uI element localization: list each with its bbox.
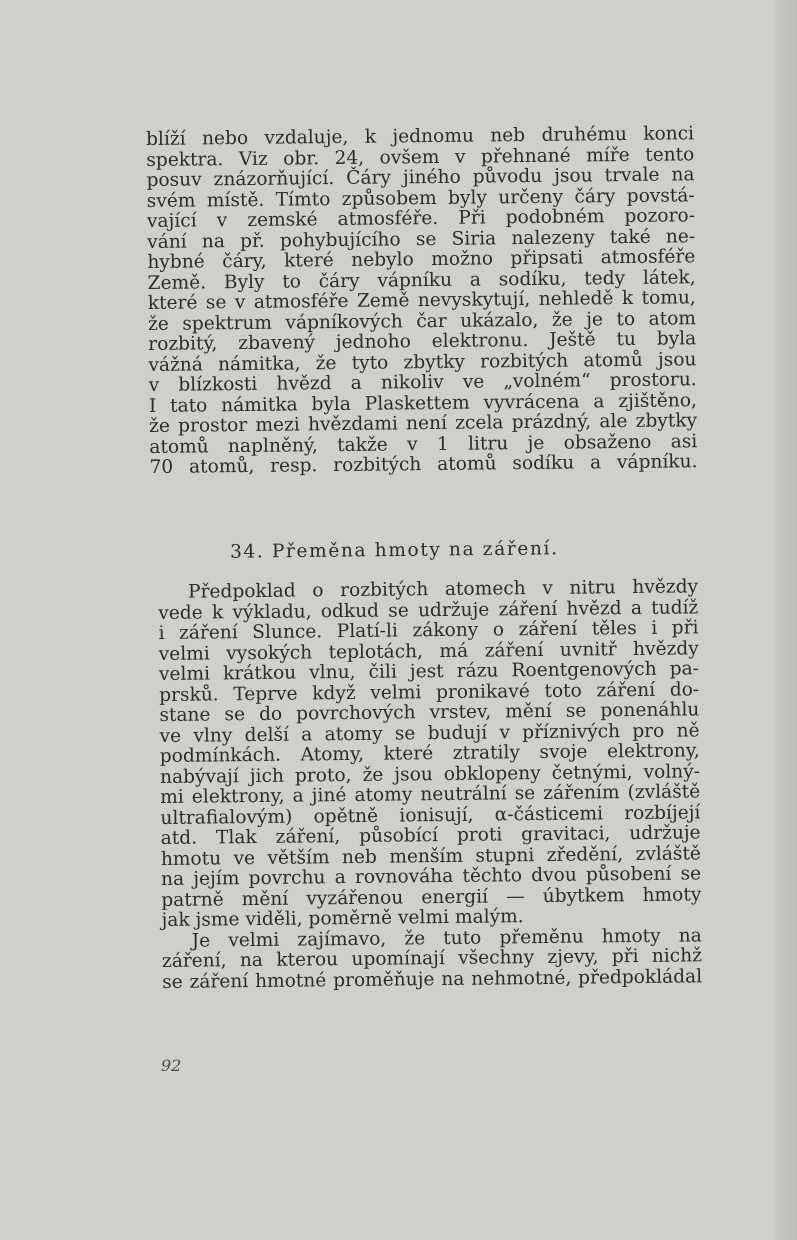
text-line: prsků. Teprve když velmi pronikavé toto záření do-	[159, 678, 700, 706]
text-line: 70 atomů, resp. rozbitých atomů sodíku a vápníku.	[149, 451, 698, 478]
text-line: posuv znázorňující. Čáry jiného původu jsou trvale na	[146, 164, 695, 191]
text-line: vede k výkladu, odkud se udržuje záření hvězd a tudíž	[158, 596, 699, 624]
paragraph-continued	[146, 124, 698, 478]
text-line: vající v zemské atmosféře. Při podobném pozoro-	[146, 205, 696, 232]
text-line: atd. Tlak záření, působící proti gravitaci, udržuje	[160, 822, 701, 849]
text-line: jak jsme viděli, poměrně velmi malým.	[161, 906, 524, 931]
text-line: které se v atmosféře Země nevyskytují, nehledě k tomu,	[147, 287, 696, 314]
page-edge	[775, 0, 797, 1240]
text-line: velmi krátkou vlnu, čili jest rázu Roentgenových pa-	[158, 658, 700, 685]
text-line: ultrafialovým) opětně ionisují, α-částicemi rozbíjejí	[160, 801, 701, 829]
text-line: podmínkách. Atomy, které ztratily svoje elektrony,	[159, 740, 700, 767]
text-line: i záření Slunce. Platí-li zákony o záření těles i při	[158, 617, 699, 644]
text-line: že spektrum vápníkových čar ukázalo, že je to atom	[147, 307, 697, 335]
text-line: stane se do povrchových vrstev, mění se ponenáhlu	[159, 699, 700, 726]
text-line: hybné čáry, které nebylo možno připsati atmosféře	[147, 246, 696, 273]
text-line: v blízkosti hvězd a nikoliv ve „volném“ prostoru.	[148, 369, 697, 396]
text-line: mi elektrony, a jiné atomy neutrální se zářením (zvláště	[160, 781, 701, 808]
text-line: ve vlny delší a atomy se budují v příznivých pro ně	[159, 719, 700, 747]
text-line: Je velmi zajímavo, že tuto přeměnu hmoty na	[191, 924, 702, 952]
text-line: patrně mění vyzářenou energií — úbytkem hmoty	[161, 883, 702, 911]
text-line: I tato námitka byla Plaskettem vyvrácena a zjištěno,	[148, 389, 697, 417]
text-line: spektra. Viz obr. 24, ovšem v přehnané míře tento	[146, 143, 695, 171]
text-line: se záření hmotné proměňuje na nehmotné, předpokládal	[162, 965, 703, 993]
text-line: atomů naplněný, takže v 1 litru je obsaženo asi	[149, 430, 698, 458]
text-line: hmotu ve větším neb menším stupni zředění, zvláště	[160, 842, 701, 870]
text-line: vání na př. pohybujícího se Siria nalezeny také ne-	[147, 225, 696, 253]
text-line: velmi vysokých teplotách, má záření uvnitř hvězdy	[158, 637, 699, 665]
text-line: záření, na kterou upomínají všechny zjevy, při nichž	[161, 945, 703, 972]
text-line: že prostor mezi hvězdami není zcela prázdný, ale zbytky	[148, 410, 698, 437]
page-number: 92	[161, 1056, 182, 1075]
text-line: rozbitý, zbavený jednoho elektronu. Ještě tu byla	[148, 328, 697, 355]
text-line: Předpoklad o rozbitých atomech v nitru hvězdy	[187, 576, 699, 603]
text-line: svém místě. Tímto způsobem byly určeny čáry povstá-	[146, 184, 695, 212]
section-body	[158, 577, 702, 993]
text-line: blíží nebo vzdaluje, k jednomu neb druhému konci	[145, 123, 695, 150]
text-line: nabývají jich proto, že jsou obklopeny četnými, volný-	[159, 760, 701, 788]
text-line: na jejím povrchu a rovnováha těchto dvou působení se	[160, 863, 702, 890]
text-line: Země. Byly to čáry vápníku a sodíku, tedy látek,	[147, 266, 696, 294]
section-heading: 34. Přeměna hmoty na záření.	[229, 538, 559, 563]
text-line: vážná námitka, že tyto zbytky rozbitých atomů jsou	[148, 348, 697, 376]
